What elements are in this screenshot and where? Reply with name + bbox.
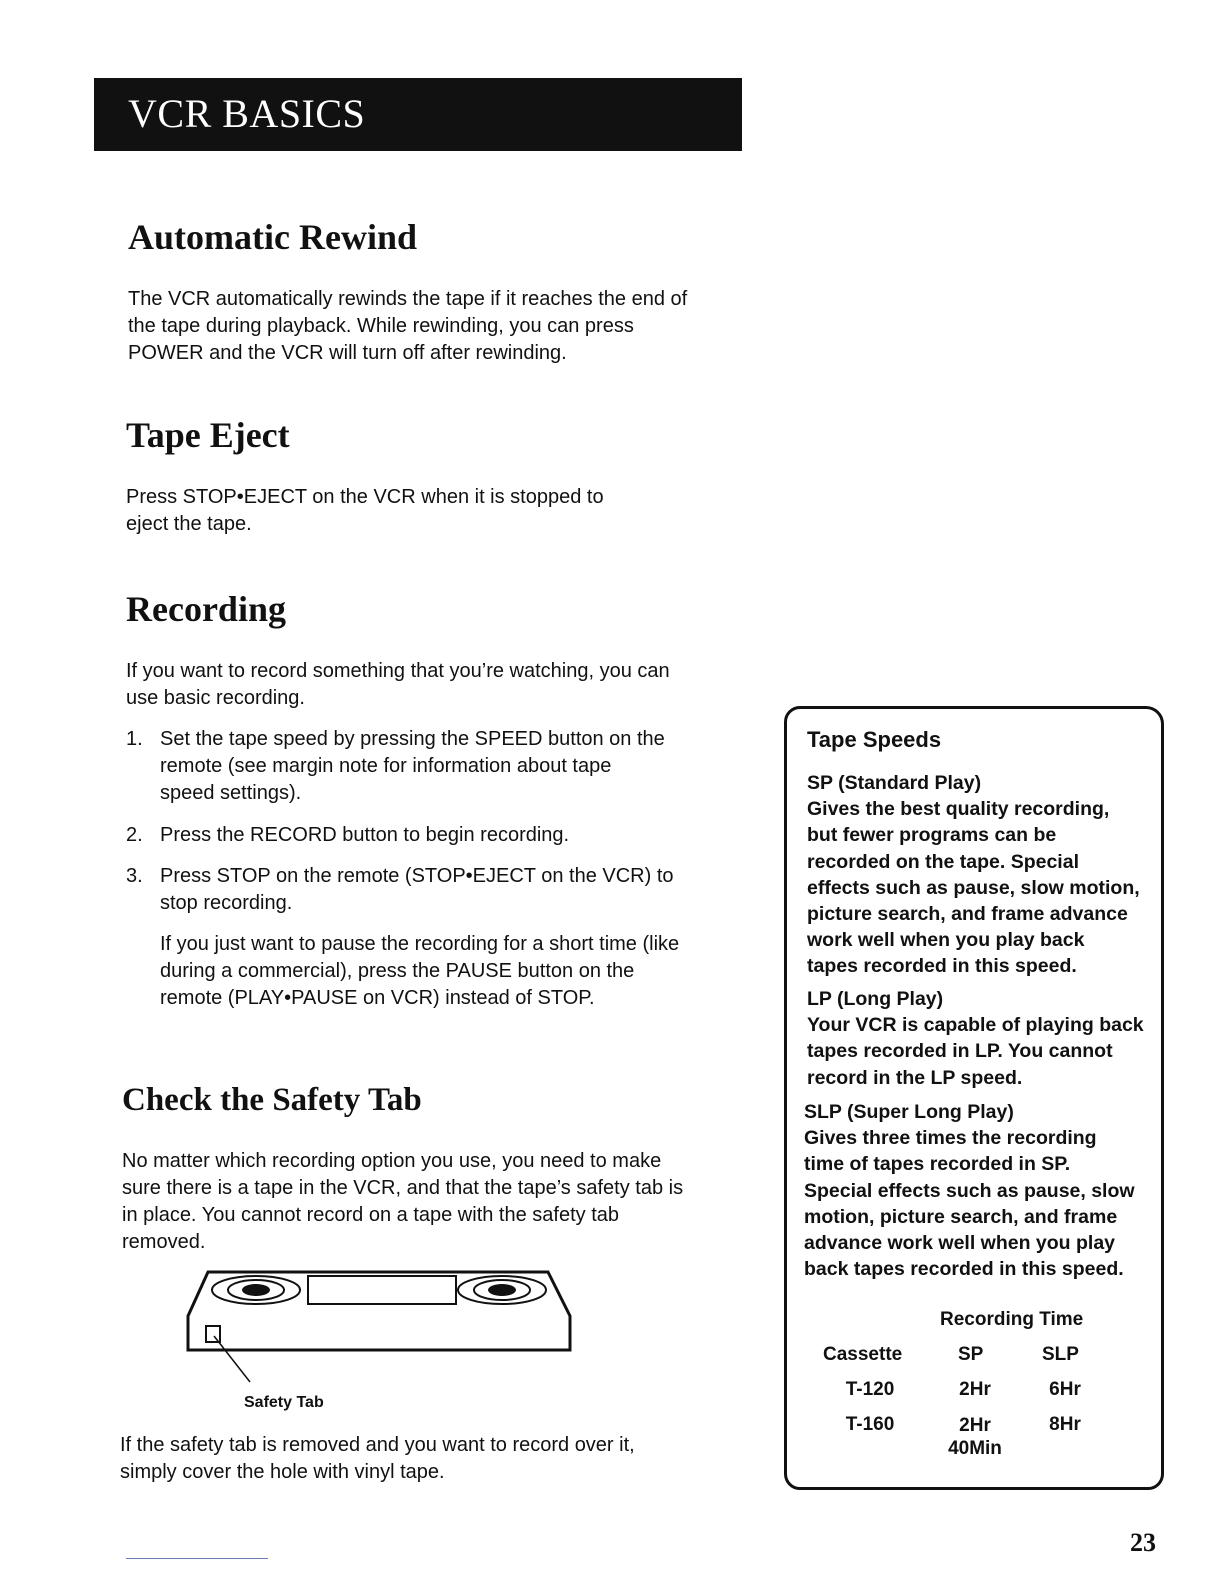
recording-time-header: Recording Time xyxy=(940,1309,1084,1330)
lp-description xyxy=(807,986,1144,1091)
text-line: SP (Standard Play) xyxy=(807,772,982,794)
cassette-illustration xyxy=(184,1266,574,1396)
text-line: LP (Long Play) xyxy=(807,988,944,1010)
text-line: use basic recording. xyxy=(126,687,305,709)
text-line: SLP (Super Long Play) xyxy=(804,1101,1014,1123)
text-line: record in the LP speed. xyxy=(807,1066,1023,1089)
text-line: in place. You cannot record on a tape with the safety tab xyxy=(122,1204,620,1226)
row-slp-cell: 6Hr xyxy=(1049,1379,1081,1400)
text-line: 40Min xyxy=(948,1438,1002,1459)
row-cassette-cell: T-160 xyxy=(845,1414,895,1435)
text-line: Gives the best quality recording, xyxy=(807,798,1110,821)
row-cassette-cell: T-120 xyxy=(845,1379,895,1400)
text-line: eject the tape. xyxy=(126,513,252,535)
sp-description xyxy=(807,770,1140,980)
step-number: 1. xyxy=(126,728,143,750)
text-line: motion, picture search, and frame xyxy=(804,1205,1118,1228)
text-line: sure there is a tape in the VCR, and that the tape’s safety tab is xyxy=(122,1177,684,1199)
text-line: tapes recorded in LP. You cannot xyxy=(807,1040,1113,1063)
page-number: 23 xyxy=(1130,1528,1156,1557)
text-line: recorded on the tape. Special xyxy=(807,850,1079,873)
step-text xyxy=(160,863,674,917)
text-line: stop recording. xyxy=(160,892,293,914)
section-title: VCR BASICS xyxy=(128,91,366,136)
footer-rule xyxy=(126,1558,268,1559)
text-line: remote (see margin note for information about tape xyxy=(160,755,612,777)
text-line: simply cover the hole with vinyl tape. xyxy=(120,1461,445,1483)
text-line: Press STOP on the remote (STOP•EJECT on the VCR) to xyxy=(160,865,674,887)
text-line: advance work well when you play xyxy=(804,1232,1116,1255)
safety-tab-notch xyxy=(206,1326,220,1342)
text-line: tapes recorded in this speed. xyxy=(807,955,1077,978)
tape-speeds-sidebar xyxy=(784,706,1164,1490)
heading-automatic-rewind: Automatic Rewind xyxy=(128,217,417,257)
heading-recording: Recording xyxy=(126,589,286,629)
row-sp-cell xyxy=(937,1414,1013,1460)
text-line: but fewer programs can be xyxy=(807,824,1057,847)
text-line: Special effects such as pause, slow xyxy=(804,1179,1135,1202)
heading-tape-eject: Tape Eject xyxy=(126,415,290,455)
text-line: work well when you play back xyxy=(807,929,1085,952)
text-line: effects such as pause, slow motion, xyxy=(807,876,1140,899)
col-sp-header: SP xyxy=(958,1344,984,1365)
text-line: back tapes recorded in this speed. xyxy=(804,1258,1124,1281)
section-header-bar xyxy=(94,78,742,151)
step-number: 2. xyxy=(126,824,143,846)
row-sp-cell: 2Hr xyxy=(959,1379,991,1400)
sidebar-title: Tape Speeds xyxy=(807,727,942,752)
step-text xyxy=(160,726,665,807)
text-line: Gives three times the recording xyxy=(804,1127,1097,1150)
slp-description xyxy=(804,1099,1135,1282)
text-line: If the safety tab is removed and you want to record over it, xyxy=(120,1434,635,1456)
text-line: time of tapes recorded in SP. xyxy=(804,1153,1071,1176)
col-slp-header: SLP xyxy=(1042,1344,1079,1365)
text-line: Press STOP•EJECT on the VCR when it is stopped to xyxy=(126,486,604,508)
recording-step-1 xyxy=(126,726,746,810)
col-cassette-header: Cassette xyxy=(823,1344,903,1365)
row-slp-cell: 8Hr xyxy=(1049,1414,1081,1435)
text-line: The VCR automatically rewinds the tape if it reaches the end of xyxy=(128,288,688,310)
text-line: If you just want to pause the recording for a short time (like xyxy=(160,933,680,955)
text-line: picture search, and frame advance xyxy=(807,903,1128,926)
heading-safety-tab: Check the Safety Tab xyxy=(122,1082,422,1118)
recording-intro xyxy=(126,658,670,712)
safety-tab-after-text xyxy=(120,1432,635,1486)
recording-pause-note xyxy=(160,931,679,1012)
safety-tab-text xyxy=(122,1148,683,1256)
text-line: POWER and the VCR will turn off after rewinding. xyxy=(128,342,567,364)
step-number: 3. xyxy=(126,865,143,887)
automatic-rewind-text xyxy=(128,286,687,367)
text-line: 2Hr xyxy=(959,1415,991,1436)
text-line: Your VCR is capable of playing back xyxy=(807,1014,1144,1037)
text-line: remote (PLAY•PAUSE on VCR) instead of STOP. xyxy=(160,987,595,1009)
text-line: No matter which recording option you use, you need to make xyxy=(122,1150,662,1172)
step-text xyxy=(160,822,569,849)
text-line: If you want to record something that you’re watching, you can xyxy=(126,660,670,682)
text-line: removed. xyxy=(122,1231,206,1253)
tape-eject-text xyxy=(126,484,604,538)
recording-step-3 xyxy=(126,863,746,919)
text-line: speed settings). xyxy=(160,782,302,804)
text-line: during a commercial), press the PAUSE button on the xyxy=(160,960,635,982)
text-line: Press the RECORD button to begin recording. xyxy=(160,824,570,846)
text-line: the tape during playback. While rewinding, you can press xyxy=(128,315,634,337)
text-line: Set the tape speed by pressing the SPEED button on the xyxy=(160,728,665,750)
recording-step-2 xyxy=(126,822,746,852)
safety-tab-label: Safety Tab xyxy=(244,1394,324,1411)
